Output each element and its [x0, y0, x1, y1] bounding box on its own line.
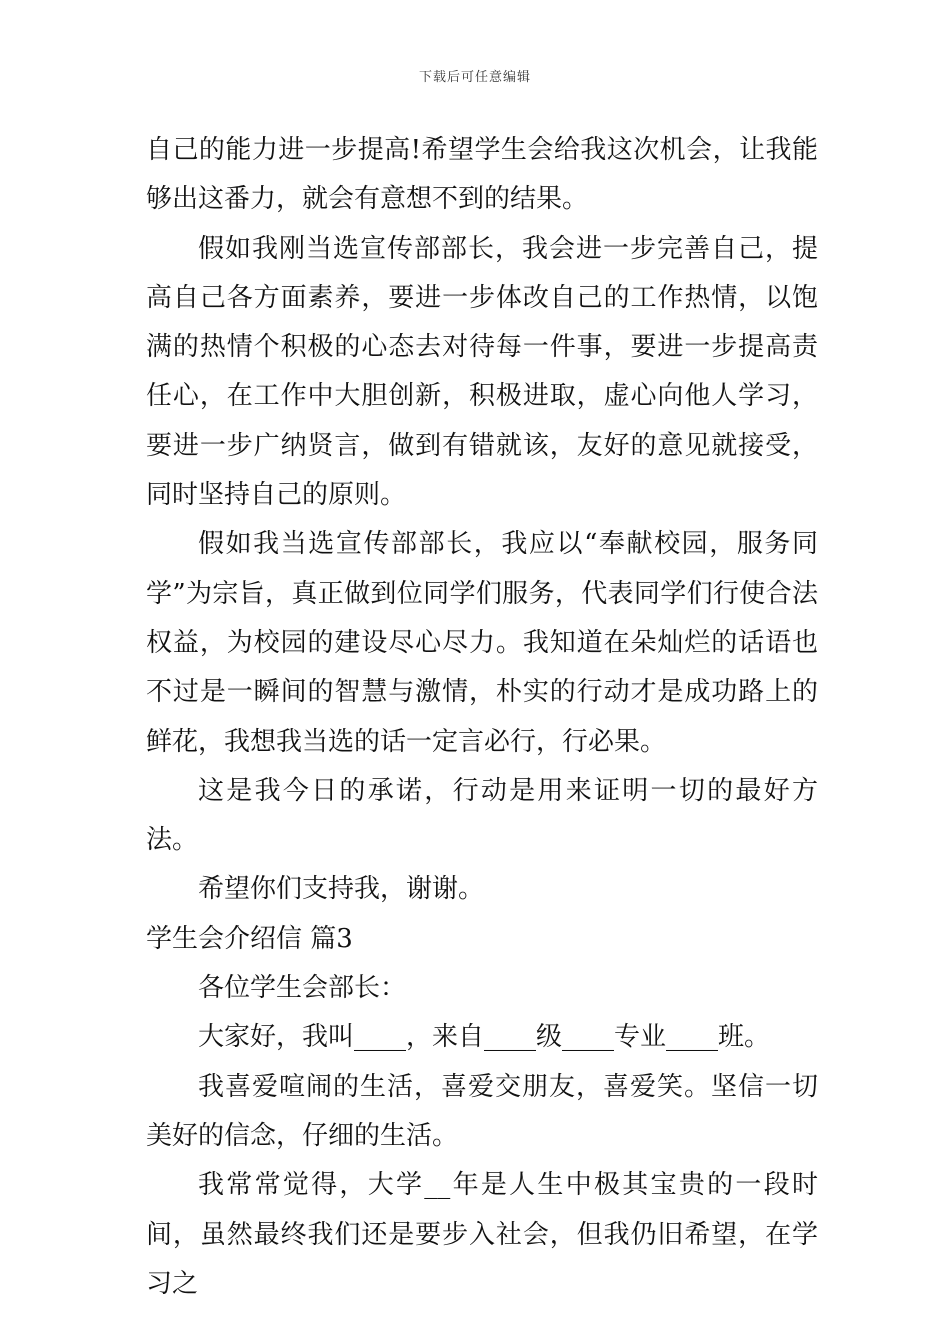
- document-body: [146, 126, 818, 1309]
- paragraph: 希望你们支持我，谢谢。: [198, 874, 485, 905]
- paragraph: 我常常觉得，大学__年是人生中极其宝贵的一段时间，虽然最终我们还是要步入社会，但我仍旧希望，在学习之: [146, 1170, 818, 1299]
- paragraph: 我喜爱喧闹的生活，喜爱交朋友，喜爱笑。坚信一切美好的信念，仔细的生活。: [146, 1071, 818, 1151]
- paragraph: 假如我刚当选宣传部部长，我会进一步完善自己，提高自己各方面素养，要进一步体改自己的工作热情，以饱满的热情个积极的心态去对待每一件事，要进一步提高责任心，在工作中大胆创新，积极进取，虚心向他人学习，要进一步广纳贤言，做到有错就该，友好的意见就接受，同时坚持自己的原则。: [146, 233, 818, 511]
- paragraph: 大家好，我叫____，来自____级____专业____班。: [198, 1022, 771, 1053]
- page-header-note: 下载后可任意编辑: [418, 70, 531, 85]
- paragraph: 这是我今日的承诺，行动是用来证明一切的最好方法。: [146, 775, 818, 856]
- paragraph: 各位学生会部长：: [198, 973, 407, 1004]
- section-heading: 学生会介绍信 篇3: [146, 923, 353, 954]
- paragraph: 自己的能力进一步提高!希望学生会给我这次机会，让我能够出这番力，就会有意想不到的结果。: [146, 135, 818, 215]
- paragraph: 假如我当选宣传部部长，我应以“奉献校园，服务同学”为宗旨，真正做到位同学们服务，代表同学们行使合法权益，为校园的建设尽心尽力。我知道在朵灿烂的话语也不过是一瞬间的智慧与激情，朴实的行动才是成功路上的鲜花，我想我当选的话一定言必行，行必果。: [146, 529, 818, 757]
